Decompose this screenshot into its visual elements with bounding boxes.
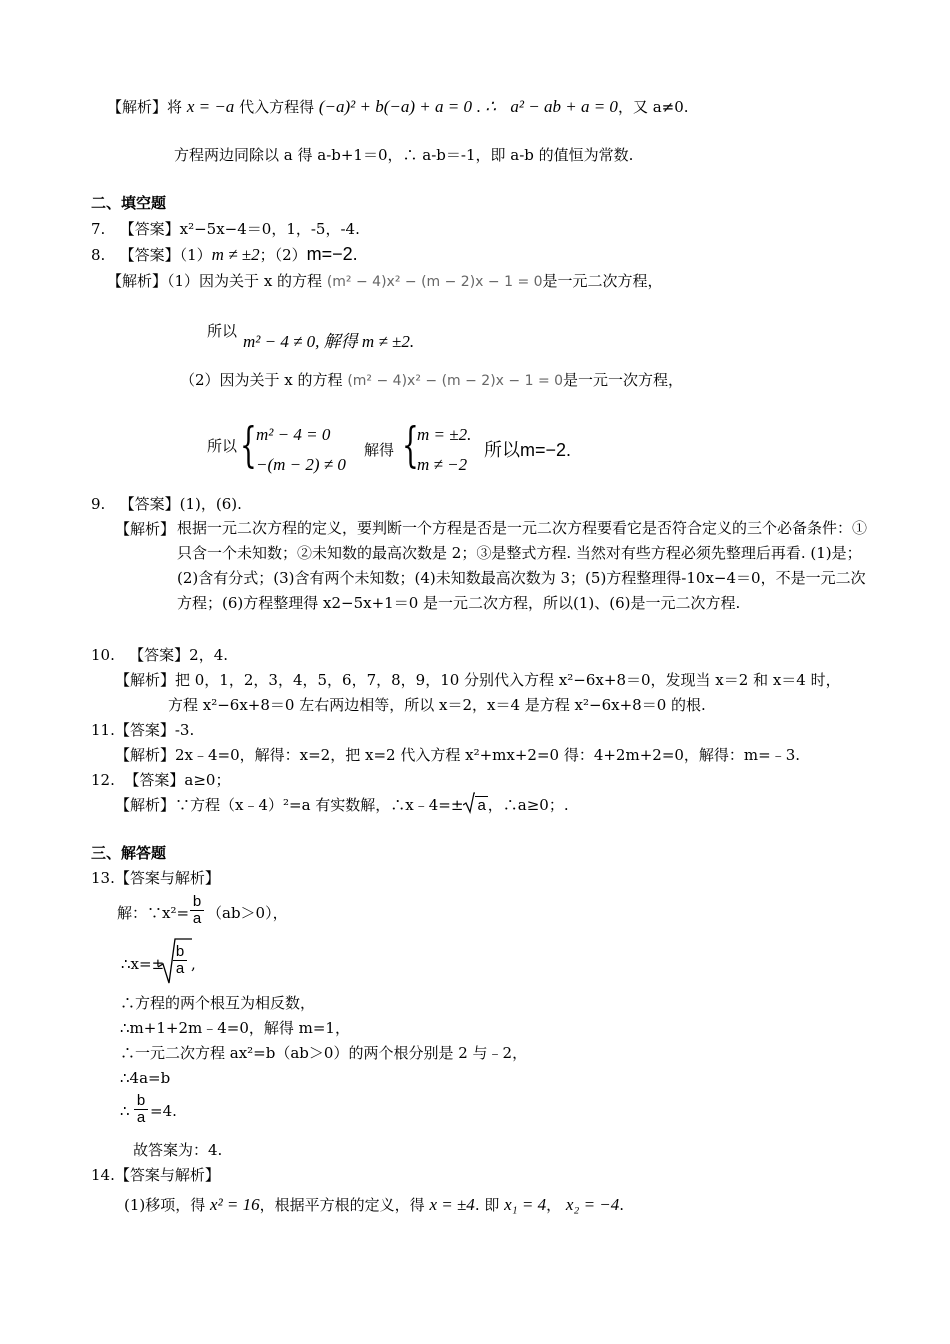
q12-explanation [115, 795, 569, 816]
q6-text-3: ，又 a≠0. [617, 98, 689, 116]
q6-text-1: 将 [167, 98, 183, 116]
q10-answer-text: 【答案】2，4. [129, 646, 229, 664]
q14-number: 14. [91, 1166, 115, 1184]
q7-answer-text: 【答案】x²−5x−4＝0，1，-5，-4. [119, 220, 360, 238]
q13-fraction-2-num: b [173, 944, 187, 961]
q14-expr-1: x² = 16 [210, 1195, 260, 1214]
q10-number: 10. [91, 646, 115, 664]
q8-equation-1: (m² − 4)x² − (m − 2)x − 1 = 0 [326, 274, 543, 290]
q13-fraction-1-den: a [192, 910, 202, 927]
q6-expr-3: . ∴ [476, 97, 497, 116]
q13-title: 【答案与解析】 [114, 869, 220, 887]
q13-fraction-3 [134, 1093, 148, 1126]
q6-expr-4: a² − ab + a = 0 [510, 97, 618, 116]
q11-explanation: 【解析】2x﹣4=0，解得：x=2，把 x=2 代入方程 x²+mx+2=0 得：4+2m+2=0，解得：m=﹣3. [115, 746, 801, 764]
q12-exp-b: ，∴a≥0；. [487, 796, 569, 814]
q8-equation-2: (m² − 4)x² − (m − 2)x − 1 = 0 [347, 373, 564, 389]
q9-exp-tag: 【解析】 [115, 520, 176, 538]
q13-line4: ∴m+1+2m﹣4=0，解得 m=1， [120, 1019, 350, 1037]
q13-fraction-3-den: a [136, 1109, 146, 1126]
q13-line2-b: , [191, 955, 196, 973]
q13-fraction-3-num: b [134, 1093, 148, 1110]
q6-tag: 【解析】 [107, 98, 168, 116]
q9-answer-text: 【答案】(1)，(6). [119, 495, 242, 513]
q13-fraction-1 [190, 894, 204, 927]
q8-so-1: 所以 [207, 322, 238, 340]
q14-expr-4: x₂ = −4 [565, 1195, 620, 1214]
q6-expr-2: (−a)² + b(−a) + a = 0 [318, 97, 472, 116]
q8-answer-b: ；（2） [259, 246, 307, 264]
q14-text-d: ， [546, 1196, 562, 1214]
q14-header [91, 1165, 220, 1185]
q9-answer [91, 494, 242, 514]
q12-answer [91, 770, 230, 790]
q12-number: 12. [91, 771, 115, 789]
q14-expr-2: x = ±4 [429, 1195, 475, 1214]
q14-text-a: (1)移项，得 [124, 1196, 206, 1214]
q14-text-b: ，根据平方根的定义，得 [259, 1196, 425, 1214]
q13-number: 13. [91, 869, 115, 887]
q13-line8: 故答案为：4. [133, 1141, 223, 1159]
section-solution-heading: 三、解答题 [91, 844, 167, 862]
q8-system-brace-2: { [402, 417, 419, 473]
q8-answer-a: 【答案】（1） [119, 246, 212, 264]
q9-number: 9. [91, 495, 106, 513]
q7-answer [91, 219, 360, 239]
q6-line1 [107, 97, 689, 117]
q8-exp-line1 [107, 271, 663, 292]
q6-text-2: 代入方程得 [239, 98, 315, 116]
q8-answer-math-2: m=−2. [306, 244, 358, 264]
q8-answer [91, 244, 358, 265]
q14-title: 【答案与解析】 [114, 1166, 220, 1184]
q14-expr-3: x₁ = 4 [504, 1195, 547, 1214]
q8-number: 8. [91, 246, 106, 264]
q10-exp-line2: 方程 x²−6x+8＝0 左右两边相等，所以 x＝2，x＝4 是方程 x²−6x+8＝0 的根. [168, 696, 706, 714]
q8-exp-2b: 是一元一次方程， [563, 371, 684, 389]
q13-line6: ∴4a=b [120, 1069, 171, 1087]
q13-fraction-2-den: a [175, 960, 185, 977]
q8-solve-label: 解得 [364, 441, 395, 459]
q8-system-brace-1: { [240, 417, 257, 473]
q8-answer-math-1: m ≠ ±2 [211, 245, 260, 264]
q9-explanation: 根据一元二次方程的定义，要判断一个方程是否是一元二次方程要看它是否符合定义的三个必备条件：①只含一个未知数；②未知数的最高次数是 2；③是整式方程. 当然对有些方程必须先整理后再看. (1)是；(2)含有分式；(3)含有两个未知数；(4)未知数最高次数为 3；(5)方程整理得-10x−4＝0，不是一元二次方程；(6)方程整理得 x2−5x+1＝0 是一元二次方程，所以(1)、(6)是一元二次方程. [177, 519, 868, 612]
q12-exp-a: 【解析】∵方程（x﹣4）²=a 有实数解，∴x﹣4=± [115, 796, 464, 814]
q8-system1-eq1: m² − 4 = 0 [256, 425, 331, 444]
q10-exp-line1: 【解析】把 0，1，2，3，4，5，6，7，8，9，10 分别代入方程 x²−6x+8＝0，发现当 x＝2 和 x＝4 时， [115, 671, 841, 689]
q13-line1-b: （ab＞0）， [207, 904, 288, 922]
q6-expr-1: x = −a [186, 97, 235, 116]
q8-math-result-1: m² − 4 ≠ 0, 解得 m ≠ ±2. [243, 332, 415, 351]
q11-answer [91, 720, 194, 740]
q13-line7-a: ∴ [120, 1102, 130, 1120]
q7-number: 7. [91, 220, 106, 238]
q13-fraction-2 [173, 944, 187, 977]
q10-answer [91, 645, 228, 665]
q12-sqrt [463, 795, 487, 816]
q8-exp-1a: 【解析】（1）因为关于 x 的方程 [107, 272, 323, 290]
q12-answer-text: 【答案】a≥0； [124, 771, 231, 789]
q14-text-e: . [619, 1196, 625, 1214]
q13-line2-a: ∴x=± [121, 955, 165, 973]
q13-line5: ∴一元二次方程 ax²=b（ab＞0）的两个根分别是 2 与﹣2， [120, 1044, 528, 1062]
section-fill-blank-heading: 二、填空题 [91, 194, 167, 212]
q8-system1-eq2: −(m − 2) ≠ 0 [256, 455, 346, 474]
q13-line1-a: 解：∵x²= [117, 904, 190, 922]
q8-so-2: 所以 [207, 437, 238, 455]
q6-line2: 方程两边同除以 a 得 a-b+1＝0，∴ a-b＝-1，即 a-b 的值恒为常数. [174, 146, 634, 164]
q8-exp-1b: 是一元二次方程， [542, 272, 663, 290]
q13-fraction-1-num: b [190, 894, 204, 911]
q14-text-c: . 即 [474, 1196, 500, 1214]
q13-line3: ∴方程的两个根互为相反数， [120, 994, 316, 1012]
q8-final: 所以m=−2. [484, 440, 572, 460]
q8-exp-2a: （2）因为关于 x 的方程 [180, 371, 343, 389]
q11-answer-text: 【答案】-3. [114, 721, 195, 739]
q11-number: 11. [91, 721, 115, 739]
q14-line1 [124, 1195, 624, 1215]
q8-system2-eq1: m = ±2. [417, 425, 472, 444]
q13-header [91, 868, 220, 888]
q8-exp-line2 [180, 370, 683, 391]
q13-line7-b: =4. [150, 1102, 177, 1120]
q8-system2-eq2: m ≠ −2 [417, 455, 468, 474]
q12-sqrt-radical [463, 792, 475, 814]
q12-sqrt-content: a [477, 797, 486, 814]
